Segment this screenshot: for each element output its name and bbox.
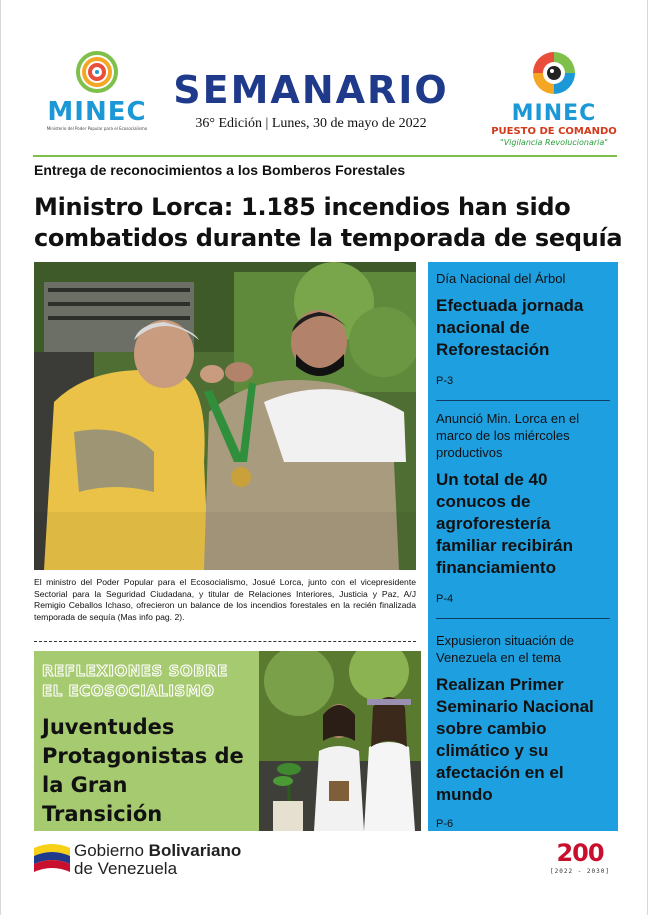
sidebar-item-kicker: Expusieron situación de Venezuela en el tema <box>436 633 575 665</box>
masthead <box>161 68 461 132</box>
bolivariano-word: Bolivariano <box>148 841 242 860</box>
sidebar-item-headline: Realizan Primer Seminario Nacional sobre cambio climático y su afectación en el mundo <box>436 675 594 804</box>
lead-photo <box>34 262 416 570</box>
anniversary-number: 200 <box>556 839 604 867</box>
right-logo-brand: MINEC <box>511 101 597 126</box>
right-logo-motto: "Vigilancia Revolucionaria" <box>500 138 608 147</box>
minec-logo-right <box>489 48 619 148</box>
sidebar-item-kicker: Día Nacional del Árbol <box>436 271 566 286</box>
sidebar-item-page: P-3 <box>436 375 454 387</box>
gobierno-word: Gobierno <box>74 841 149 860</box>
sidebar-item <box>436 270 610 387</box>
caption-divider <box>34 641 416 642</box>
right-logo-subtitle: PUESTO DE COMANDO <box>491 126 617 137</box>
anniversary-logo <box>543 838 617 882</box>
sidebar-item <box>436 632 610 830</box>
sidebar-item-kicker: Anunció Min. Lorca en el marco de los miércoles productivos <box>436 411 580 460</box>
sidebar-item-page: P-6 <box>436 818 454 830</box>
lead-kicker: Entrega de reconocimientos a los Bomberos Forestales <box>34 162 406 178</box>
minec-logo-left <box>41 50 153 131</box>
ceremony-photo-illustration <box>34 262 416 570</box>
youth-photo-illustration <box>259 651 421 831</box>
sidebar-item-page: P-4 <box>436 593 454 605</box>
lead-photo-caption: El ministro del Poder Popular para el Ecosocialismo, Josué Lorca, junto con el vicepresidente Sectorial para la Seguridad Ciudadana, y titular de Relaciones Interiores, Justicia y Paz, A/J Remigio Ceballos Ichaso, ofrecieron un balance de los incendios forestales en la recién finalizada temporada de sequía (Mas info pag. 2). <box>34 577 416 622</box>
sidebar-divider <box>436 618 610 619</box>
sidebar-divider <box>436 400 610 401</box>
sidebar-item-headline: Un total de 40 conucos de agroforestería familiar recibirán financiamiento <box>436 470 574 577</box>
sidebar-news <box>428 262 618 831</box>
eye-logo-icon <box>529 48 579 98</box>
youth-photo <box>259 651 421 831</box>
left-logo-brand: MINEC <box>47 97 147 127</box>
left-logo-tagline: Ministerio del Poder Popular para el Ecosocialismo <box>46 126 148 131</box>
masthead-title: SEMANARIO <box>173 68 449 112</box>
lead-headline: Ministro Lorca: 1.185 incendios han sido combatidos durante la temporada de sequía <box>34 193 623 252</box>
gobierno-text <box>74 842 294 878</box>
reflexiones-box <box>34 651 259 831</box>
anniversary-range: [2022 - 2030] <box>550 868 610 875</box>
reflexiones-label: REFLEXIONES SOBRE EL ECOSOCIALISMO <box>42 662 228 700</box>
edition-line: 36° Edición | Lunes, 30 de mayo de 2022 <box>195 116 427 131</box>
header-divider <box>33 155 617 157</box>
sidebar-item-headline: Efectuada jornada nacional de Reforestación <box>436 296 584 359</box>
reflexiones-title: Juventudes Protagonistas de la Gran Transición <box>42 715 244 826</box>
spiral-logo-icon <box>75 50 119 94</box>
venezuela-line: de Venezuela <box>74 859 178 878</box>
venezuela-flag-icon <box>34 840 70 876</box>
sidebar-item <box>436 410 610 605</box>
